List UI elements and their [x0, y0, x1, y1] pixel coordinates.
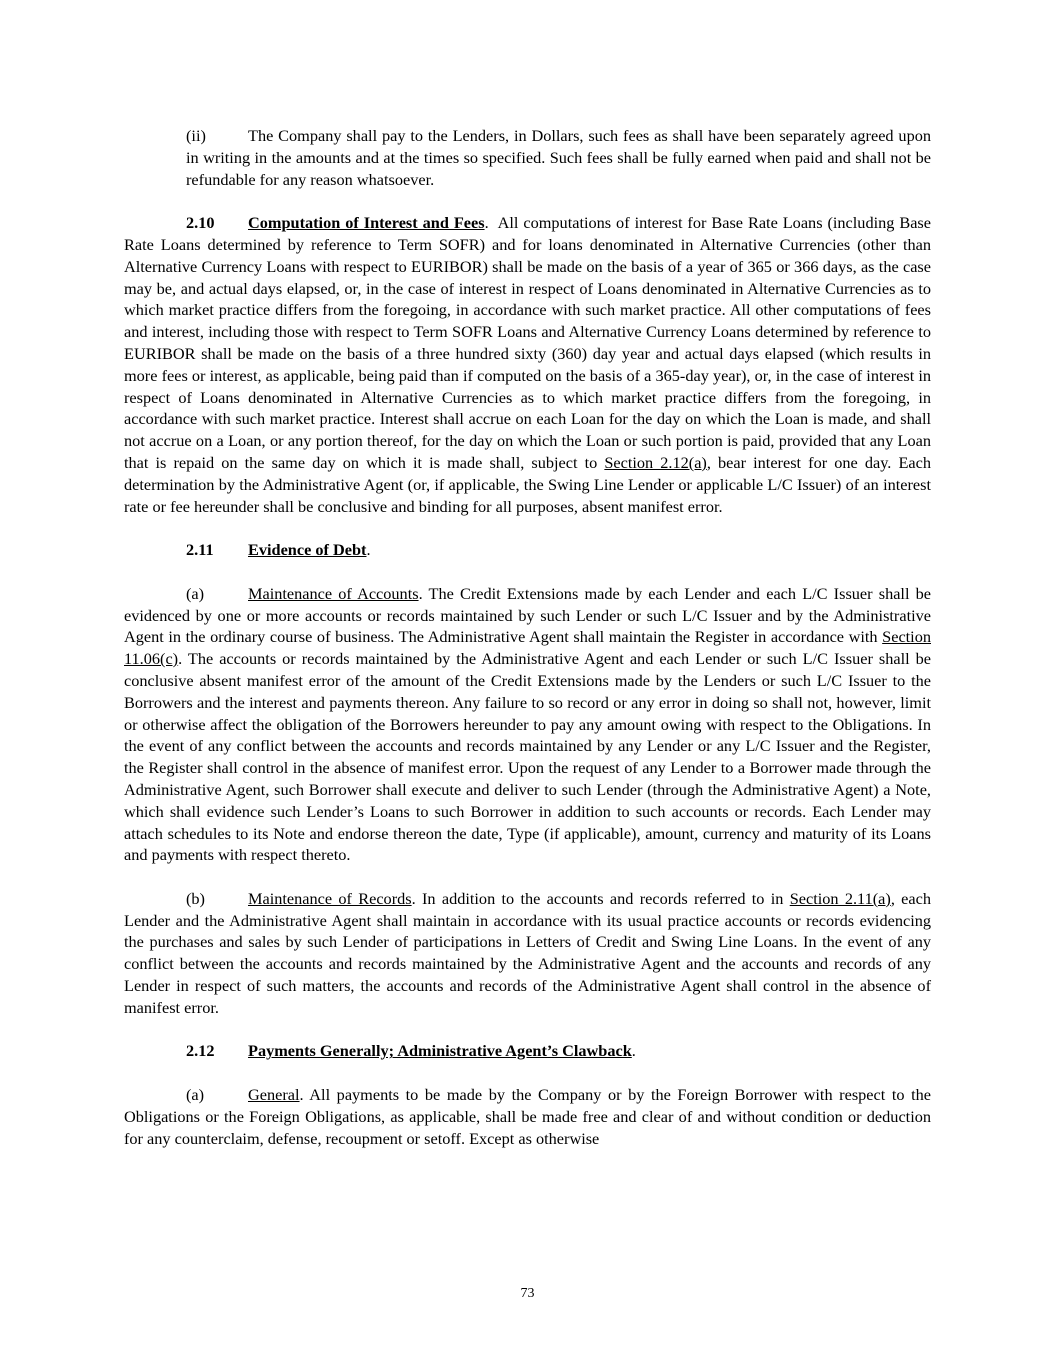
page-body	[124, 125, 931, 1171]
cross-reference-section-2-11a: Section 2.11(a)	[789, 888, 891, 908]
cross-reference-section-2-12a: Section 2.12(a)	[604, 452, 707, 472]
paragraph-label: (ii)	[186, 126, 206, 145]
section-2-11-heading	[124, 539, 931, 561]
paragraph-heading: General	[248, 1085, 300, 1105]
section-2-10	[124, 212, 931, 517]
paragraph-text: . The Credit Extensions made by each Lender and each L/C Issuer shall be evidenced by one or more accounts or records maintained by such Lender or such L/C Issuer and by the Administrative Agent in the ordinary course of business. The Administrative Agent shall maintain the Register in accordance with	[124, 583, 932, 647]
section-title: Computation of Interest and Fees	[248, 213, 485, 233]
page-number: 73	[520, 1286, 535, 1301]
section-title: Payments Generally; Administrative Agent’s Clawback	[248, 1041, 632, 1061]
paragraph-label: (a)	[186, 583, 205, 603]
paragraph-heading: Maintenance of Records	[248, 888, 412, 908]
paragraph-text: The Company shall pay to the Lenders, in Dollars, such fees as shall have been separately agreed upon in writing in the amounts and at the times so specified. Such fees shall be fully earned when paid and shall not be refundable for any reason whatsoever.	[186, 126, 931, 189]
section-2-11-b	[124, 888, 931, 1019]
paragraph-text: . In addition to the accounts and records referred to in	[411, 888, 790, 908]
paragraph-ii	[186, 125, 931, 190]
paragraph-label: (b)	[186, 888, 205, 908]
section-2-12-a	[124, 1084, 931, 1149]
section-number: 2.10	[186, 213, 215, 233]
cross-reference-section-11-06c: Section 11.06(c)	[124, 627, 931, 669]
section-number: 2.12	[186, 1041, 215, 1061]
section-title: Evidence of Debt	[248, 540, 367, 560]
section-text: , bear interest for one day. Each determination by the Administrative Agent (or, if applicable, the Swing Line Lender or applicable L/C Issuer) of an interest rate or fee hereunder shall be conclusive and binding for all purposes, absent manifest error.	[124, 452, 931, 516]
section-title-punct: .	[631, 1041, 636, 1061]
paragraph-label: (a)	[186, 1085, 205, 1105]
section-2-11-a	[124, 583, 931, 866]
section-text: All computations of interest for Base Rate Loans (including Base Rate Loans determined by reference to Term SOFR) and for loans denominated in Alternative Currencies (other than Alternative Currency Loans with respect to EURIBOR) shall be made on the basis of a year of 365 or 366 days, as the case may be, and actual days elapsed, or, in the case of interest in respect of Loans denominated in Alternative Currencies as to which market practice differs from the foregoing, in accordance with such market practice. All other computations of fees and interest, including those with respect to Term SOFR Loans and Alternative Currency Loans determined by reference to EURIBOR shall be made on the basis of a three hundred sixty (360) day year and actual days elapsed (which results in more fees or interest, as applicable, being paid than if computed on the basis of a 365-day year), or, in the case of interest in respect of Loans denominated in Alternative Currencies as to which market practice differs from the foregoing, in accordance with such market practice. Interest shall accrue on each Loan for the day on which the Loan is made, and shall not accrue on a Loan, or any portion thereof, for the day on which the Loan or such portion is paid, provided that any Loan that is repaid on the same day on which it is made shall, subject to	[124, 213, 931, 472]
section-number: 2.11	[186, 540, 214, 560]
section-2-12-heading	[124, 1040, 931, 1062]
paragraph-heading: Maintenance of Accounts	[248, 583, 419, 603]
paragraph-text: , each Lender and the Administrative Agent shall maintain in accordance with its usual practice accounts or records evidencing the purchases and sales by such Lender of participations in Letters of Credit and Swing Line Loans. In the event of any conflict between the accounts and records maintained by the Administrative Agent and the accounts and records of any Lender in respect of such matters, the accounts and records of the Administrative Agent shall control in the absence of manifest error.	[124, 888, 932, 1017]
paragraph-text: . The accounts or records maintained by the Administrative Agent and each Lender or such L/C Issuer shall be conclusive absent manifest error of the amount of the Credit Extensions made by the Lenders or such L/C Issuer to the Borrowers and the interest and payments thereon. Any failure to so record or any error in doing so shall not, however, limit or otherwise affect the obligation of the Borrowers hereunder to pay any amount owing with respect to the Obligations. In the event of any conflict between the accounts and records maintained by any Lender or any L/C Issuer and the Register, the Register shall control in the absence of manifest error. Upon the request of any Lender to a Borrower made through the Administrative Agent, such Borrower shall execute and deliver to such Lender (through the Administrative Agent) a Note, which shall evidence such Lender’s Loans to such Borrower in addition to such accounts or records. Each Lender may attach schedules to its Note and endorse thereon the date, Type (if applicable), amount, currency and maturity of its Loans and payments with respect thereto.	[124, 649, 931, 865]
section-title-punct: .	[366, 540, 371, 560]
paragraph-text: . All payments to be made by the Company or by the Foreign Borrower with respect to the Obligations or the Foreign Obligations, as applicable, shall be made free and clear of and without condition or deduction for any counterclaim, defense, recoupment or setoff. Except as otherwise	[124, 1085, 931, 1148]
section-title-punct: .	[484, 213, 489, 233]
